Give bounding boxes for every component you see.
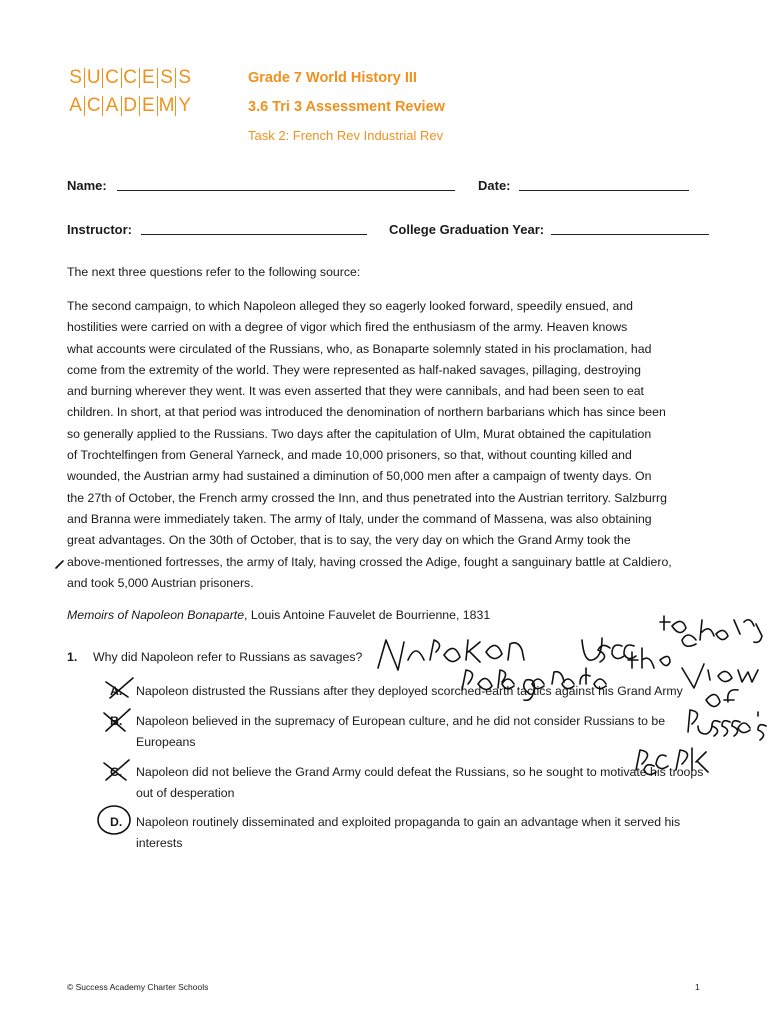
logo-bottom-row: [67, 96, 193, 116]
source-citation: [67, 608, 490, 622]
course-title: Grade 7 World History III: [248, 70, 417, 86]
logo-letter: C: [85, 96, 103, 116]
citation-author: , Louis Antoine Fauvelet de Bourrienne, 1831: [244, 608, 491, 622]
handwritten-note: [660, 616, 762, 646]
passage-line: so generally applied to the Russians. Two days after the capitulation of Ulm, Murat obtained the capitulation: [67, 426, 652, 441]
instructor-field-line[interactable]: [141, 234, 367, 235]
option-text: Napoleon believed in the supremacy of European culture, and he did not consider Russians to be Europeans: [136, 714, 666, 749]
option-letter: B.: [110, 714, 123, 728]
page-number: 1: [695, 982, 700, 992]
date-label: Date:: [478, 178, 511, 193]
option-text: Napoleon did not believe the Grand Army could defeat the Russians, so he sought to motivate his troops out of desperation: [136, 765, 704, 800]
logo-letter: C: [122, 68, 140, 88]
source-passage: [67, 296, 707, 594]
option-text: Napoleon routinely disseminated and exploited propaganda to gain an advantage when it served his interests: [136, 815, 681, 850]
passage-line: above-mentioned fortresses, the army of Italy, having crossed the Adige, fought a sanguinary battle at Caldiero,: [67, 554, 672, 569]
copyright-footer: © Success Academy Charter Schools: [67, 982, 209, 992]
passage-line: wounded, the Austrian army had sustained a diminution of 50,000 men after a campaign of twenty days. On: [67, 469, 652, 484]
passage-line: and took 5,000 Austrian prisoners.: [67, 575, 254, 590]
passage-line: The second campaign, to which Napoleon alleged they so eagerly looked forward, speedily ensued, and: [67, 299, 634, 313]
logo-letter: C: [103, 68, 121, 88]
grad-year-label: College Graduation Year:: [389, 222, 545, 237]
passage-line: hostilities were carried on with a degree of vigor which fired the enthusiasm of the army. Heaven knows: [67, 320, 628, 335]
handwritten-note: [378, 640, 524, 670]
handwritten-note: [628, 648, 670, 668]
logo-letter: S: [178, 67, 192, 88]
option-text: Napoleon distrusted the Russians after they deployed scorched-earth tactics against his Grand Army: [136, 684, 683, 698]
logo-letter: A: [67, 96, 85, 116]
margin-tick-mark: [56, 561, 63, 568]
question-text: Why did Napoleon refer to Russians as savages?: [93, 650, 363, 664]
source-intro: The next three questions refer to the following source:: [67, 265, 361, 279]
logo-letter: E: [140, 68, 158, 88]
passage-line: and burning wherever they went. It was even asserted that they were cannibals, and had been seen to eat: [67, 384, 644, 399]
logo-letter: E: [140, 96, 158, 116]
handwritten-note: [582, 638, 636, 662]
instructor-label: Instructor:: [67, 222, 132, 237]
logo-letter: U: [85, 68, 103, 88]
passage-line: come from the extremity of the world. They were represented as half-naked savages, pillaging, destroying: [67, 362, 641, 377]
date-field-line[interactable]: [519, 190, 689, 191]
assessment-title: 3.6 Tri 3 Assessment Review: [248, 99, 445, 115]
option-letter: A.: [110, 684, 123, 698]
task-title: Task 2: French Rev Industrial Rev: [248, 128, 444, 143]
logo-letter: D: [122, 96, 140, 116]
logo-top-row: [67, 68, 193, 88]
logo-letter: Y: [178, 95, 192, 116]
logo-letter: S: [67, 68, 85, 88]
logo-letter: M: [158, 95, 175, 116]
name-field-line[interactable]: [117, 190, 455, 191]
grad-year-field-line[interactable]: [551, 234, 709, 235]
option-letter: D.: [110, 815, 123, 829]
passage-line: and Branna were immediately taken. The army of Italy, under the command of Massena, was also obtaining: [67, 511, 652, 526]
passage-line: great advantages. On the 30th of October, that is to say, the very day on which the Grand Army took the: [67, 533, 631, 548]
question-number: 1.: [67, 650, 78, 664]
passage-line: the 27th of October, the French army crossed the Inn, and thus penetrated into the Austrian territory. Salzburrg: [67, 490, 667, 505]
citation-work: Memoirs of Napoleon Bonaparte: [67, 608, 245, 622]
passage-line: what accounts were circulated of the Russians, who, as Bonaparte solemnly stated in his proclamation, had: [67, 341, 652, 356]
passage-line: of Trochtelfingen from General Yarneck, and made 10,000 prisoners, so that, without counting killed and: [67, 448, 632, 463]
name-label: Name:: [67, 178, 107, 193]
logo-letter: A: [103, 96, 121, 116]
option-letter: C.: [110, 765, 123, 779]
passage-line: children. In short, at that period was introduced the denomination of northern barbarians which has since been: [67, 405, 666, 420]
logo-letter: S: [158, 68, 176, 88]
